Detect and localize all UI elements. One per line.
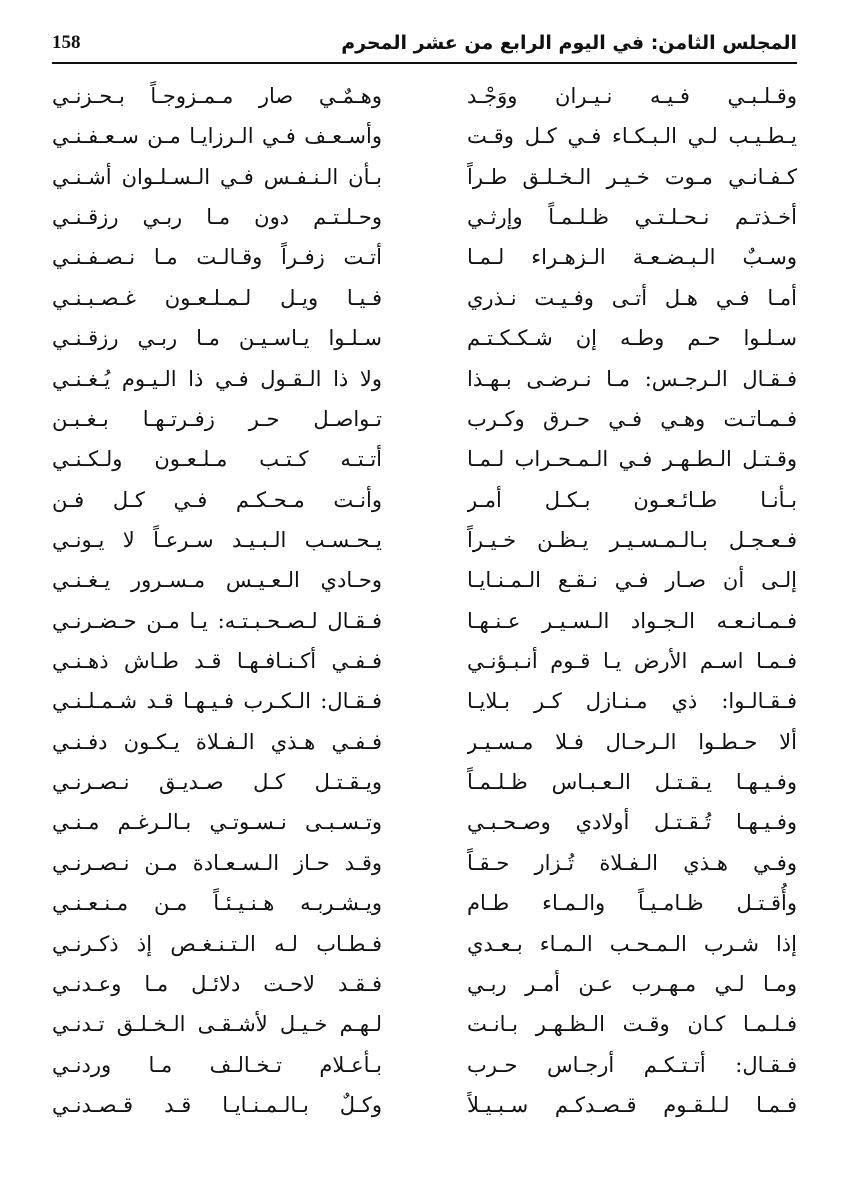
- verse-row: [52, 157, 797, 197]
- verse-first-hemistich: فـمـاتـت وهـي فـي حـرق وكـرب: [467, 406, 797, 431]
- verse-row: [52, 480, 797, 520]
- verse-second-hemistich: ويـشـربـه هـنـيـئـاً مـن مـنـعـنـي: [52, 891, 382, 916]
- verse-row: [52, 641, 797, 681]
- verse-row: [52, 76, 797, 116]
- verse-second-hemistich: فـفـي هـذي الـفـلاة يـكـون دفـنـي: [52, 729, 382, 754]
- verse-first-hemistich: فـلـمـا كـان وقـت الـظـهـر بـانـت: [467, 1012, 797, 1037]
- verse-row: [52, 116, 797, 156]
- verse-row: [52, 237, 797, 277]
- verse-second-hemistich: أتـت زفـراً وقـالـت مـا نـصـفـنـي: [52, 245, 382, 270]
- verse-second-hemistich: سـلـوا يـاسـيـن مـا ربـي رزقـنـي: [52, 326, 382, 351]
- verse-first-hemistich: فـمـا اسـم الأرض يـا قـوم أنـبـؤنـي: [467, 649, 797, 674]
- verse-first-hemistich: كـفـانـي مـوت خـيـر الـخـلـق طـراً: [467, 164, 797, 189]
- verse-first-hemistich: وقـلـبـي فـيـه نـيـران ووَجْـد: [467, 84, 797, 108]
- verse-row: [52, 318, 797, 358]
- verse-second-hemistich: وحـلـتـم دون مـا ربـي رزقـنـي: [52, 205, 382, 230]
- verse-row: [52, 802, 797, 842]
- verse-row: [52, 278, 797, 318]
- verse-first-hemistich: أمـا فـي هـل أتـى وفـيـت نـذري: [467, 285, 797, 310]
- verse-second-hemistich: تـواصـل حـر زفـرتـهـا بـغـبـن: [52, 406, 382, 431]
- verse-row: [52, 964, 797, 1004]
- verse-first-hemistich: إلـى أن صـار فـي نـقـع الـمـنـايـا: [467, 568, 797, 593]
- verse-row: [52, 681, 797, 721]
- verse-row: [52, 439, 797, 479]
- verse-row: [52, 520, 797, 560]
- verse-second-hemistich: وتـسـبـى نـسـوتـي بـالـرغـم مـنـي: [52, 810, 382, 835]
- verse-row: [52, 762, 797, 802]
- verse-first-hemistich: فـقـالـوا: ذي مـنـازل كـر بـلايـا: [467, 689, 797, 714]
- verse-row: [52, 1004, 797, 1044]
- verse-first-hemistich: ألا حـطـوا الـرحـال فـلا مـسـيـر: [467, 729, 797, 754]
- verse-second-hemistich: وأنـت مـحـكـم فـي كـل فـن: [52, 487, 382, 512]
- poem-verses: [52, 76, 797, 1166]
- verse-first-hemistich: وسـبٌ الـبـضـعـة الـزهـراء لـمـا: [467, 245, 797, 270]
- verse-row: [52, 399, 797, 439]
- verse-second-hemistich: وقـد حـاز الـسـعـادة مـن نـصـرنـي: [52, 850, 382, 875]
- verse-first-hemistich: فـمـانـعـه الـجـواد الـسـيـر عـنـهـا: [467, 608, 797, 633]
- verse-row: [52, 197, 797, 237]
- verse-first-hemistich: وفـي هـذي الـفـلاة تُـزار حـقـاً: [467, 850, 797, 875]
- verse-row: [52, 924, 797, 964]
- header-rule: [52, 62, 797, 64]
- verse-first-hemistich: سـلـوا حـم وطـه إن شـكـكـتـم: [467, 326, 797, 351]
- verse-second-hemistich: ولا ذا الـقـول فـي ذا الـيـوم يُـغـنـي: [52, 366, 382, 391]
- verse-first-hemistich: فـقـال الـرجـس: مـا نـرضـى بـهـذا: [467, 366, 797, 391]
- verse-second-hemistich: لـهـم خـيـل لأشـقـى الـخـلـق تـدنـي: [52, 1012, 382, 1037]
- verse-second-hemistich: فـقـد لاحـت دلائـل مـا وعـدنـي: [52, 971, 382, 996]
- verse-row: [52, 843, 797, 883]
- verse-first-hemistich: ومـا لـي مـهـرب عـن أمـر ربـي: [467, 971, 797, 996]
- verse-first-hemistich: أخـذتـم نـحـلـتـي ظـلـمـاً وإرثـي: [467, 205, 797, 230]
- verse-first-hemistich: فـمـا لـلـقـوم قـصـدكـم سـبـيـلاً: [467, 1092, 797, 1117]
- verse-second-hemistich: فـيـا ويـل لـمـلـعـون غـصـبـنـي: [52, 285, 382, 310]
- verse-second-hemistich: أتـتـه كـتـب مـلـعـون ولـكـنـي: [52, 447, 382, 472]
- verse-first-hemistich: إذا شـرب الـمـحـب الـمـاء بـعـدي: [467, 931, 797, 956]
- verse-first-hemistich: فـعـجـل بـالـمـسـيـر يـظـن خـيـراً: [467, 527, 797, 552]
- verse-row: [52, 359, 797, 399]
- verse-row: [52, 1045, 797, 1085]
- verse-second-hemistich: وكـلٌ بـالـمـنـايـا قـد قـصـدنـي: [52, 1092, 382, 1117]
- verse-second-hemistich: ويـقـتـل كـل صـديـق نـصـرنـي: [52, 770, 382, 795]
- verse-row: [52, 722, 797, 762]
- verse-first-hemistich: وأُقـتـل ظـامـيـاً والـمـاء طـام: [467, 891, 797, 916]
- verse-row: [52, 560, 797, 600]
- verse-second-hemistich: فـفـي أكـنـافـهـا قـد طـاش ذهـنـي: [52, 649, 382, 674]
- verse-second-hemistich: بـأعـلام تـخـالـف مـا وردنـي: [52, 1052, 382, 1077]
- verse-second-hemistich: وأسـعـف فـي الـرزايـا مـن سـعـفـنـي: [52, 124, 382, 149]
- running-title: المجلس الثامن: في اليوم الرابع من عشر المحرم: [341, 32, 797, 54]
- verse-first-hemistich: وقـتـل الـطـهـر فـي الـمـحـراب لـمـا: [467, 447, 797, 472]
- verse-second-hemistich: فـقـال: الـكـرب فـيـهـا قـد شـمـلـنـي: [52, 689, 382, 714]
- verse-first-hemistich: فـقـال: أتـتـكـم أرجـاس حـرب: [467, 1052, 797, 1077]
- verse-second-hemistich: وحـادي الـعـيـس مـسـرور يـغـنـي: [52, 568, 382, 593]
- verse-second-hemistich: وهـمٌـي صار مـمـزوجـاً بـحـزنـي: [52, 84, 382, 108]
- verse-second-hemistich: فـقـال لـصـحـبـتـه: يـا مـن حـضـرنـي: [52, 608, 382, 633]
- verse-first-hemistich: وفـيـهـا يـقـتـل الـعـبـاس ظـلـمـاً: [467, 770, 797, 795]
- verse-first-hemistich: وفـيـهـا تُـقـتـل أولادي وصـحـبـي: [467, 810, 797, 835]
- verse-row: [52, 1085, 797, 1125]
- verse-second-hemistich: يـحـسـب الـبـيـد سـرعـاً لا يـونـي: [52, 527, 382, 552]
- verse-first-hemistich: بـأنـا طـائـعـون بـكـل أمـر: [467, 487, 797, 512]
- verse-first-hemistich: يـطـيـب لـي الـبـكـاء فـي كـل وقـت: [467, 124, 797, 149]
- page-header: [52, 30, 797, 62]
- verse-second-hemistich: بـأن الـنـفـس فـي الـسـلـوان أشـنـي: [52, 164, 382, 189]
- verse-second-hemistich: فـطـاب لـه الـتـنـغـص إذ ذكـرنـي: [52, 931, 382, 956]
- verse-row: [52, 883, 797, 923]
- verse-row: [52, 601, 797, 641]
- page-number: 158: [52, 32, 81, 53]
